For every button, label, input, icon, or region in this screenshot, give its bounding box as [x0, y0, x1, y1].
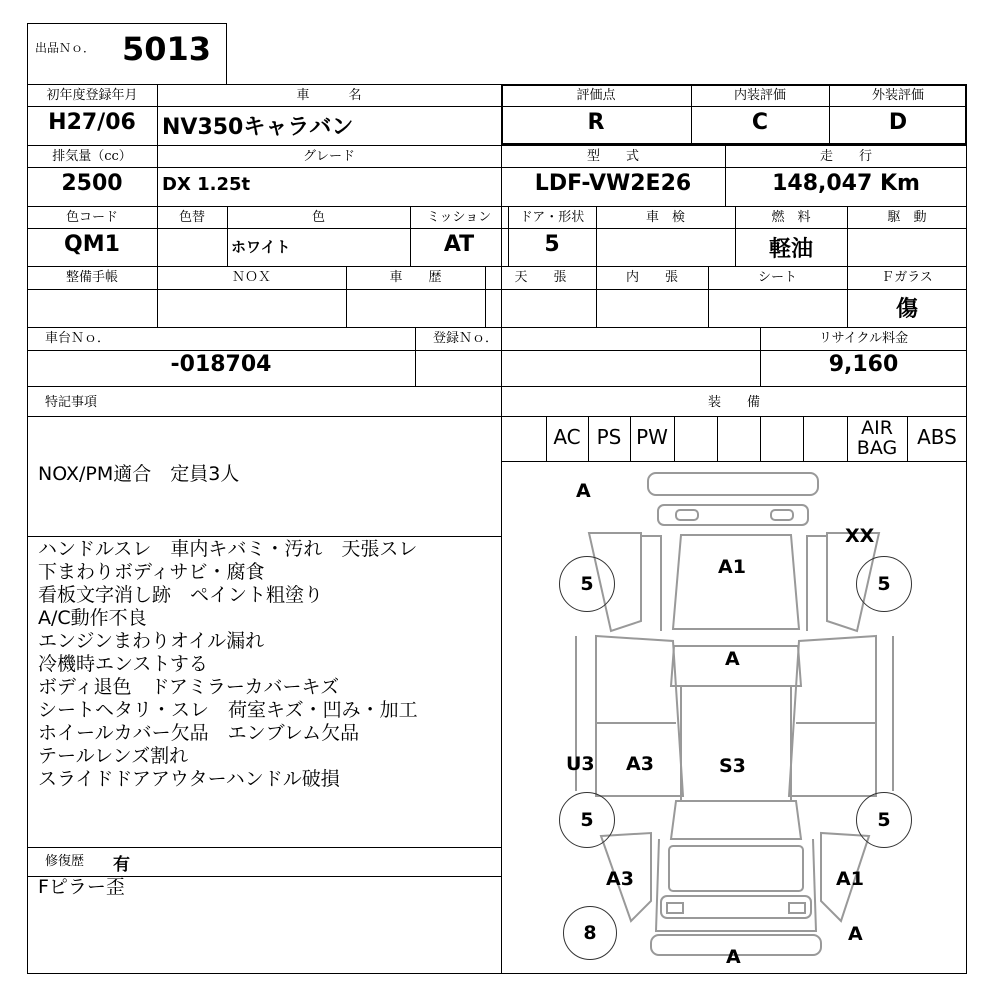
- tire-rear-left: 5: [559, 792, 615, 848]
- notes-list: [38, 538, 418, 791]
- label-recycle-fee: リサイクル料金: [818, 331, 909, 346]
- fuel-value: 軽油: [768, 237, 813, 262]
- label-drive: 駆 動: [887, 210, 927, 225]
- color-code-value: QM1: [64, 232, 120, 257]
- spare-tire: 8: [563, 906, 617, 960]
- grade-value: DX 1.25t: [162, 174, 251, 195]
- note-line: 下まわりボディサビ・腐食: [38, 561, 265, 583]
- repair-history-value: 有: [113, 855, 130, 875]
- equipment-pw: PW: [636, 425, 668, 449]
- model-value: LDF-VW2E26: [534, 171, 692, 196]
- label-first-registration: 初年度登録年月: [46, 88, 138, 103]
- label-special-notes: 特記事項: [45, 395, 98, 410]
- label-displacement: 排気量（cc）: [52, 149, 132, 164]
- label-chassis-number: 車台Ｎｏ．: [45, 331, 111, 346]
- damage-front-bumper: A: [576, 480, 591, 502]
- damage-left-sill: U3: [566, 753, 595, 775]
- label-repair-history: 修復歴: [45, 854, 85, 869]
- label-model: 型 式: [586, 149, 639, 164]
- label-color-code: 色コード: [65, 210, 118, 225]
- label-doors: ドア・形状: [519, 210, 585, 225]
- front-glass-value: 傷: [895, 297, 918, 322]
- note-line: 冷機時エンストする: [38, 653, 208, 675]
- car-diagram: [501, 461, 967, 974]
- mileage-value: 148,047 Km: [772, 171, 920, 196]
- label-front-glass: Ｆガラス: [881, 270, 933, 285]
- tire-front-right: 5: [856, 556, 912, 612]
- label-mileage: 走 行: [819, 149, 872, 164]
- car-name-value: NV350キャラバン: [162, 115, 354, 140]
- first-registration-value: H27/06: [48, 110, 136, 135]
- exterior-value: D: [888, 110, 908, 135]
- note-line: ハンドルスレ 車内キバミ・汚れ 天張スレ: [38, 538, 418, 560]
- note-line: テールレンズ割れ: [38, 745, 189, 767]
- label-equipment: 装 備: [707, 395, 760, 410]
- note-line: 看板文字消し跡 ペイント粗塗り: [38, 584, 324, 606]
- note-line: エンジンまわりオイル漏れ: [38, 630, 265, 652]
- damage-roof: A: [725, 648, 740, 670]
- label-interior-lining: 内 張: [625, 270, 678, 285]
- label-roof-lining: 天 張: [514, 270, 567, 285]
- color-value: ホワイト: [231, 238, 291, 256]
- equipment-airbag: AIR BAG: [856, 417, 898, 459]
- label-exterior: 外装評価: [871, 88, 924, 103]
- note-line: ホイールカバー欠品 エンブレム欠品: [38, 722, 360, 744]
- doors-value: 5: [544, 232, 560, 257]
- damage-rear-right: A1: [836, 868, 864, 890]
- notes-line-1: NOX/PM適合 定員3人: [38, 463, 240, 485]
- damage-rear-corner: A: [848, 923, 863, 945]
- damage-rear-left: A3: [606, 868, 634, 890]
- score-value: R: [587, 110, 605, 135]
- label-grade: グレード: [302, 149, 355, 164]
- label-transmission: ミッション: [426, 210, 492, 225]
- chassis-number-value: -018704: [170, 352, 272, 377]
- lot-number-label: 出品Ｎｏ．: [35, 41, 96, 55]
- label-repaint: 色替: [178, 210, 205, 225]
- label-history: 車 歴: [389, 270, 442, 285]
- tire-rear-right: 5: [856, 792, 912, 848]
- damage-front-right-corner: XX: [845, 525, 875, 547]
- label-nox: ＮＯＸ: [231, 270, 271, 285]
- repair-detail: Fピラー歪: [38, 876, 125, 898]
- note-line: シートヘタリ・スレ 荷室キズ・凹み・加工: [38, 699, 418, 721]
- note-line: A/C動作不良: [38, 607, 147, 629]
- lot-number: 5013: [122, 30, 212, 68]
- label-fuel: 燃 料: [771, 210, 811, 225]
- label-maintenance-book: 整備手帳: [65, 270, 118, 285]
- damage-windshield: A1: [718, 556, 746, 578]
- recycle-fee-value: 9,160: [828, 352, 899, 377]
- label-registration-number: 登録Ｎｏ．: [433, 331, 499, 346]
- tire-front-left: 5: [559, 556, 615, 612]
- note-line: ボディ退色 ドアミラーカバーキズ: [38, 676, 340, 698]
- label-car-name: 車 名: [296, 88, 362, 103]
- displacement-value: 2500: [61, 171, 123, 196]
- transmission-value: AT: [443, 232, 475, 257]
- damage-floor: S3: [719, 755, 746, 777]
- label-score: 評価点: [576, 88, 616, 103]
- damage-rear-bumper: A: [726, 946, 741, 968]
- label-interior: 内装評価: [733, 88, 786, 103]
- equipment-abs: ABS: [917, 425, 957, 449]
- interior-value: C: [751, 110, 769, 135]
- label-color: 色: [311, 210, 325, 225]
- label-seat: シート: [757, 270, 797, 285]
- equipment-ac: AC: [553, 425, 581, 449]
- damage-left-side: A3: [626, 753, 654, 775]
- label-inspection: 車 検: [645, 210, 685, 225]
- note-line: スライドドアアウターハンドル破損: [38, 768, 340, 790]
- equipment-ps: PS: [596, 425, 622, 449]
